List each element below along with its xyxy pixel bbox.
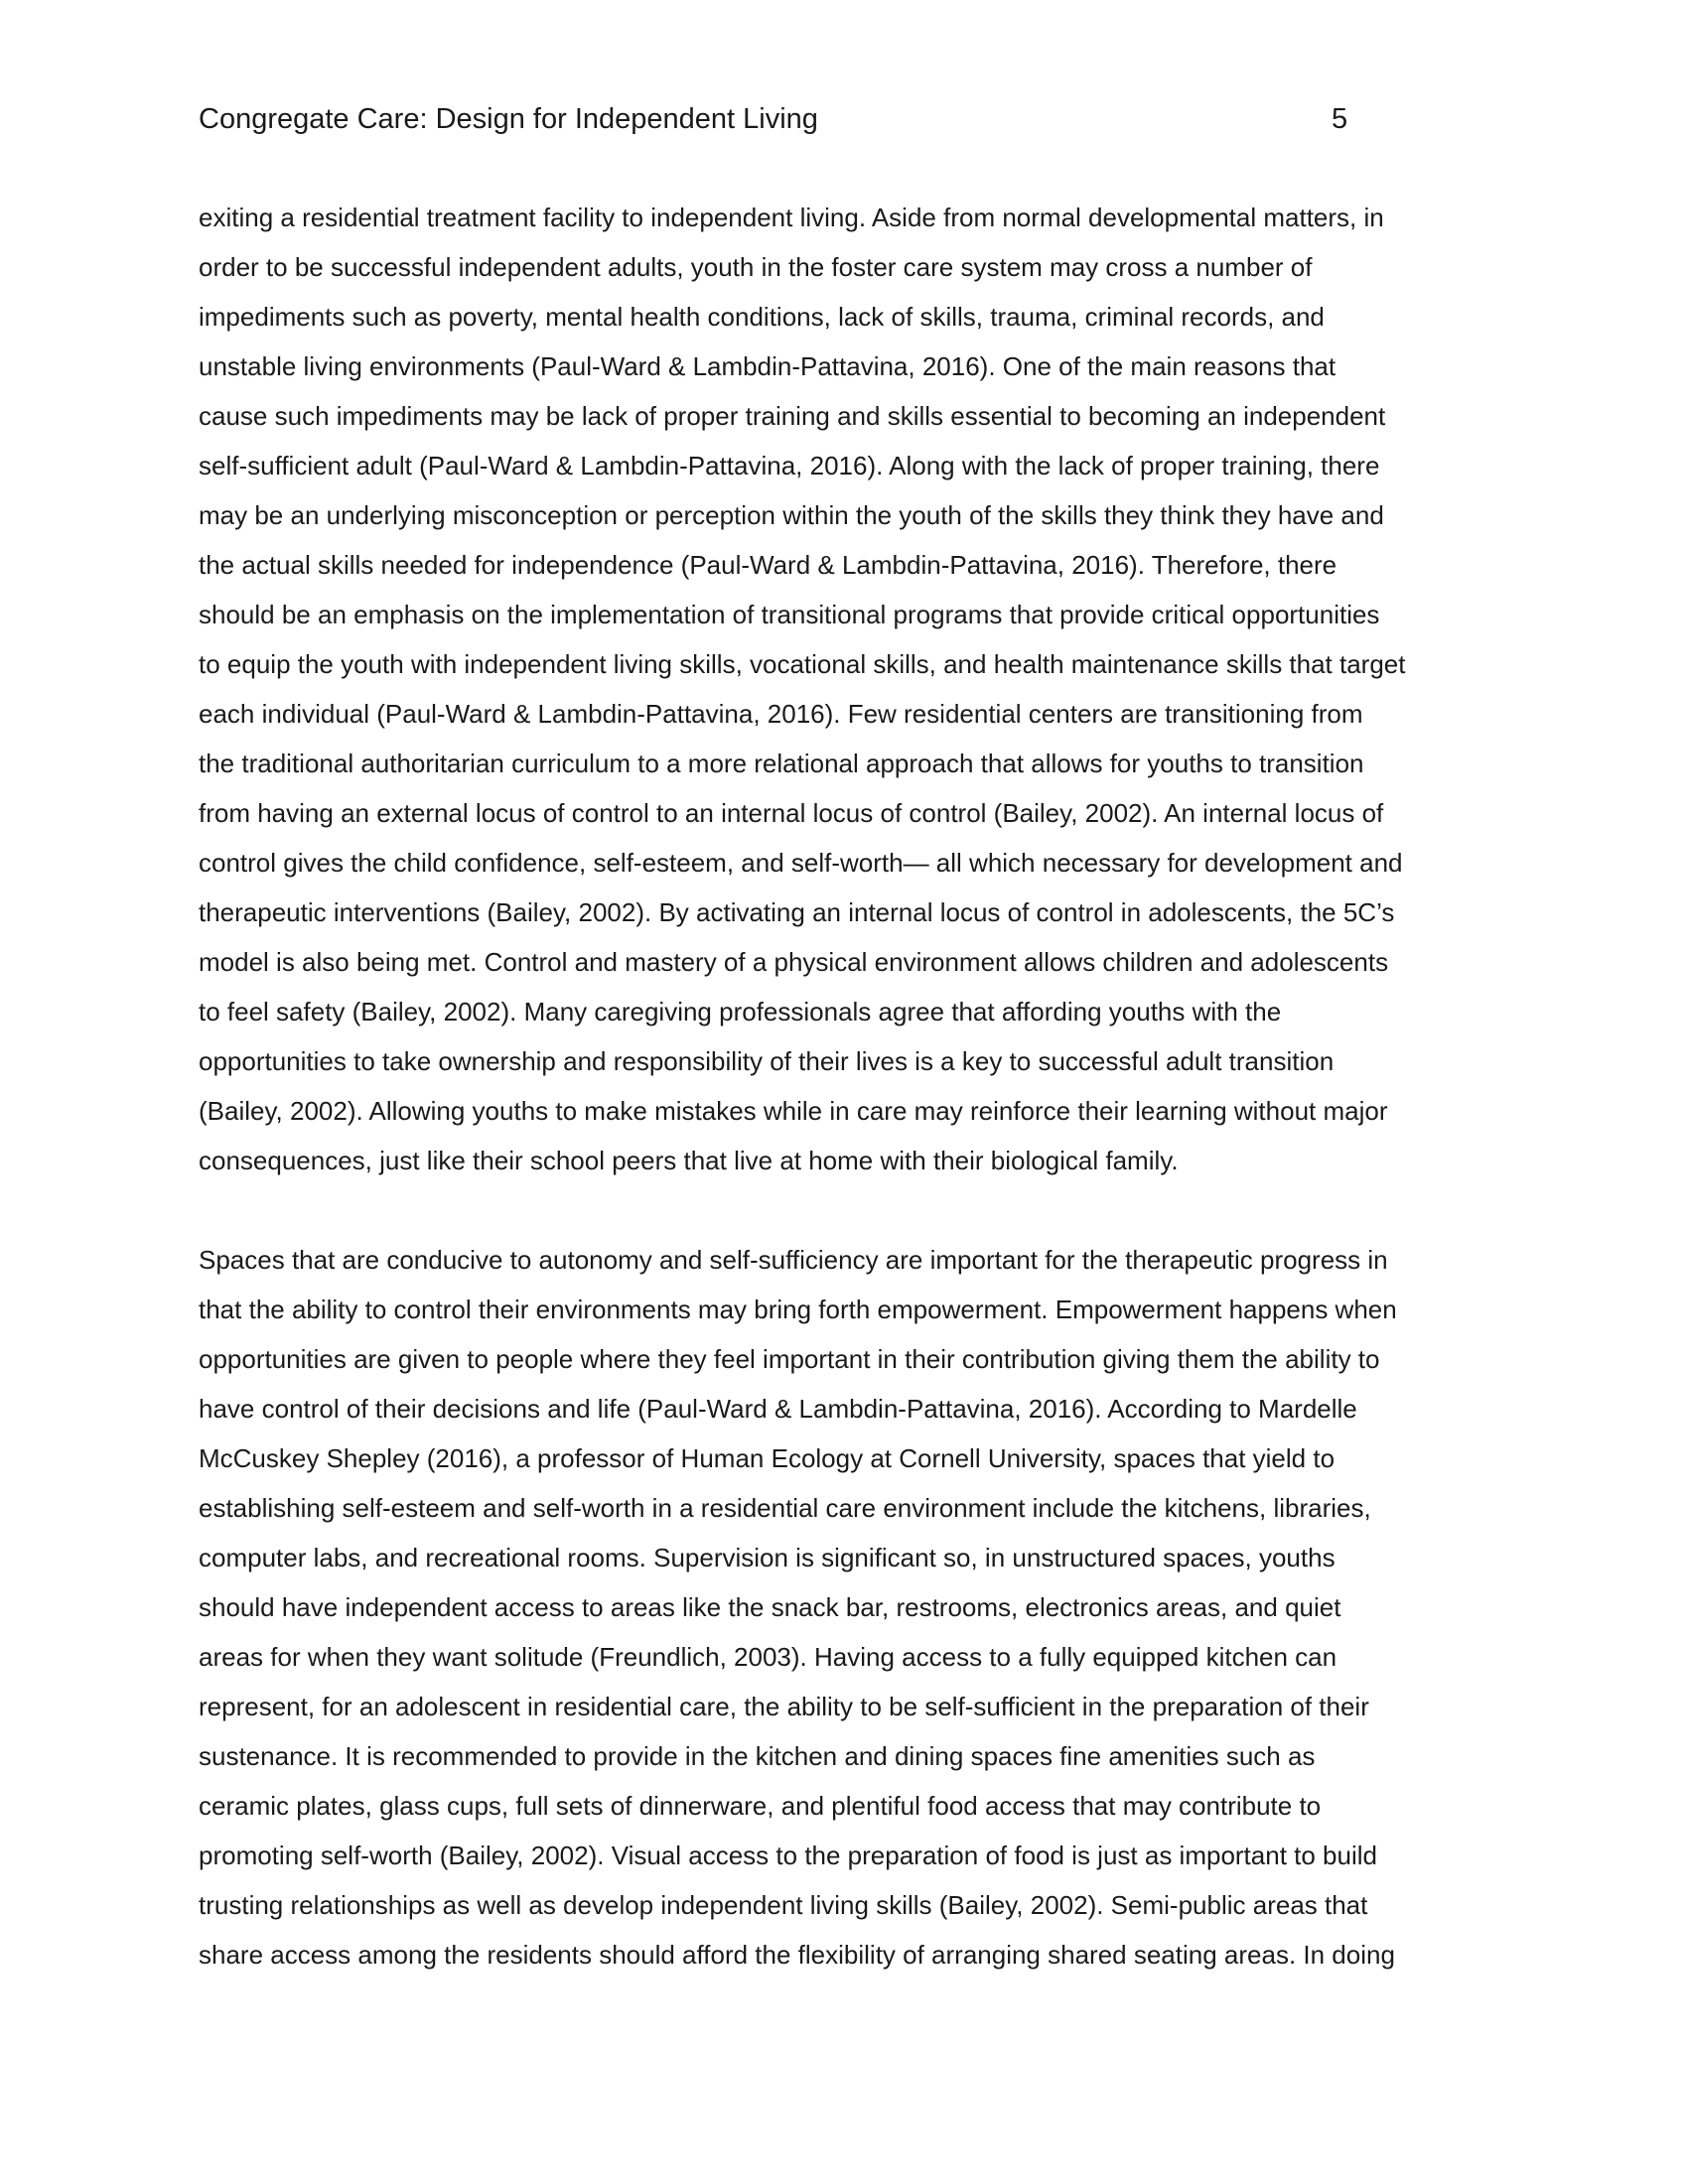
- text-line: opportunities are given to people where they feel important in their contribution giving them the ability to: [199, 1344, 1380, 1374]
- text-line: ceramic plates, glass cups, full sets of dinnerware, and plentiful food access that may contribute to: [199, 1791, 1322, 1821]
- text-line: have control of their decisions and life (Paul-Ward & Lambdin-Pattavina, 2016). According to Mardelle: [199, 1394, 1357, 1424]
- text-line: may be an underlying misconception or perception within the youth of the skills they think they have and: [199, 500, 1384, 530]
- text-line: to equip the youth with independent living skills, vocational skills, and health maintenance skills that target: [199, 649, 1406, 679]
- text-line: self-sufficient adult (Paul-Ward & Lambdin-Pattavina, 2016). Along with the lack of proper training, there: [199, 451, 1380, 480]
- text-line: share access among the residents should afford the flexibility of arranging shared seating areas. In doing: [199, 1940, 1395, 1970]
- paragraph-1: [199, 198, 1499, 1190]
- text-line: areas for when they want solitude (Freundlich, 2003). Having access to a fully equipped kitchen can: [199, 1642, 1337, 1672]
- text-line: establishing self-esteem and self-worth in a residential care environment include the kitchens, libraries,: [199, 1493, 1371, 1523]
- text-line: trusting relationships as well as develop independent living skills (Bailey, 2002). Semi-public areas that: [199, 1890, 1368, 1920]
- text-line: sustenance. It is recommended to provide in the kitchen and dining spaces fine amenities such as: [199, 1741, 1316, 1771]
- text-line: Spaces that are conducive to autonomy and self-sufficiency are important for the therapeutic progress in: [199, 1245, 1388, 1275]
- running-title: Congregate Care: Design for Independent Living: [199, 103, 818, 135]
- body-text: [199, 198, 1499, 1984]
- text-line: exiting a residential treatment facility to independent living. Aside from normal developmental matters, in: [199, 203, 1384, 232]
- text-line: consequences, just like their school peers that live at home with their biological family.: [199, 1146, 1179, 1175]
- text-line: that the ability to control their environments may bring forth empowerment. Empowerment happens when: [199, 1295, 1397, 1324]
- text-line: promoting self-worth (Bailey, 2002). Visual access to the preparation of food is just as important to build: [199, 1841, 1377, 1870]
- text-line: control gives the child confidence, self-esteem, and self-worth— all which necessary for development and: [199, 848, 1403, 878]
- text-line: represent, for an adolescent in residential care, the ability to be self-sufficient in the preparation of their: [199, 1692, 1369, 1721]
- text-line: the actual skills needed for independence (Paul-Ward & Lambdin-Pattavina, 2016). Therefore, there: [199, 550, 1337, 580]
- paragraph-gap: [199, 1190, 1499, 1240]
- text-line: should have independent access to areas like the snack bar, restrooms, electronics areas, and quiet: [199, 1592, 1341, 1622]
- text-line: from having an external locus of control to an internal locus of control (Bailey, 2002). An internal locus of: [199, 798, 1384, 828]
- text-line: therapeutic interventions (Bailey, 2002). By activating an internal locus of control in adolescents, the 5C’s: [199, 897, 1395, 927]
- text-line: model is also being met. Control and mastery of a physical environment allows children and adolescents: [199, 947, 1389, 977]
- text-line: the traditional authoritarian curriculum to a more relational approach that allows for youths to transition: [199, 749, 1364, 778]
- paragraph-2: [199, 1240, 1499, 1984]
- text-line: computer labs, and recreational rooms. Supervision is significant so, in unstructured spaces, youths: [199, 1543, 1336, 1572]
- page-number: 5: [1332, 103, 1348, 135]
- text-line: (Bailey, 2002). Allowing youths to make mistakes while in care may reinforce their learning without major: [199, 1096, 1388, 1126]
- text-line: to feel safety (Bailey, 2002). Many caregiving professionals agree that affording youths with the: [199, 997, 1282, 1026]
- text-line: McCuskey Shepley (2016), a professor of Human Ecology at Cornell University, spaces that yield to: [199, 1443, 1336, 1473]
- text-line: opportunities to take ownership and responsibility of their lives is a key to successful adult transition: [199, 1046, 1335, 1076]
- text-line: cause such impediments may be lack of proper training and skills essential to becoming an independent: [199, 401, 1386, 431]
- text-line: impediments such as poverty, mental health conditions, lack of skills, trauma, criminal records, and: [199, 302, 1325, 332]
- text-line: unstable living environments (Paul-Ward & Lambdin-Pattavina, 2016). One of the main reasons that: [199, 351, 1336, 381]
- text-line: each individual (Paul-Ward & Lambdin-Pattavina, 2016). Few residential centers are transitioning from: [199, 699, 1363, 729]
- text-line: should be an emphasis on the implementation of transitional programs that provide critical opportunities: [199, 600, 1380, 629]
- text-line: order to be successful independent adults, youth in the foster care system may cross a number of: [199, 252, 1313, 282]
- running-header: [199, 99, 1358, 139]
